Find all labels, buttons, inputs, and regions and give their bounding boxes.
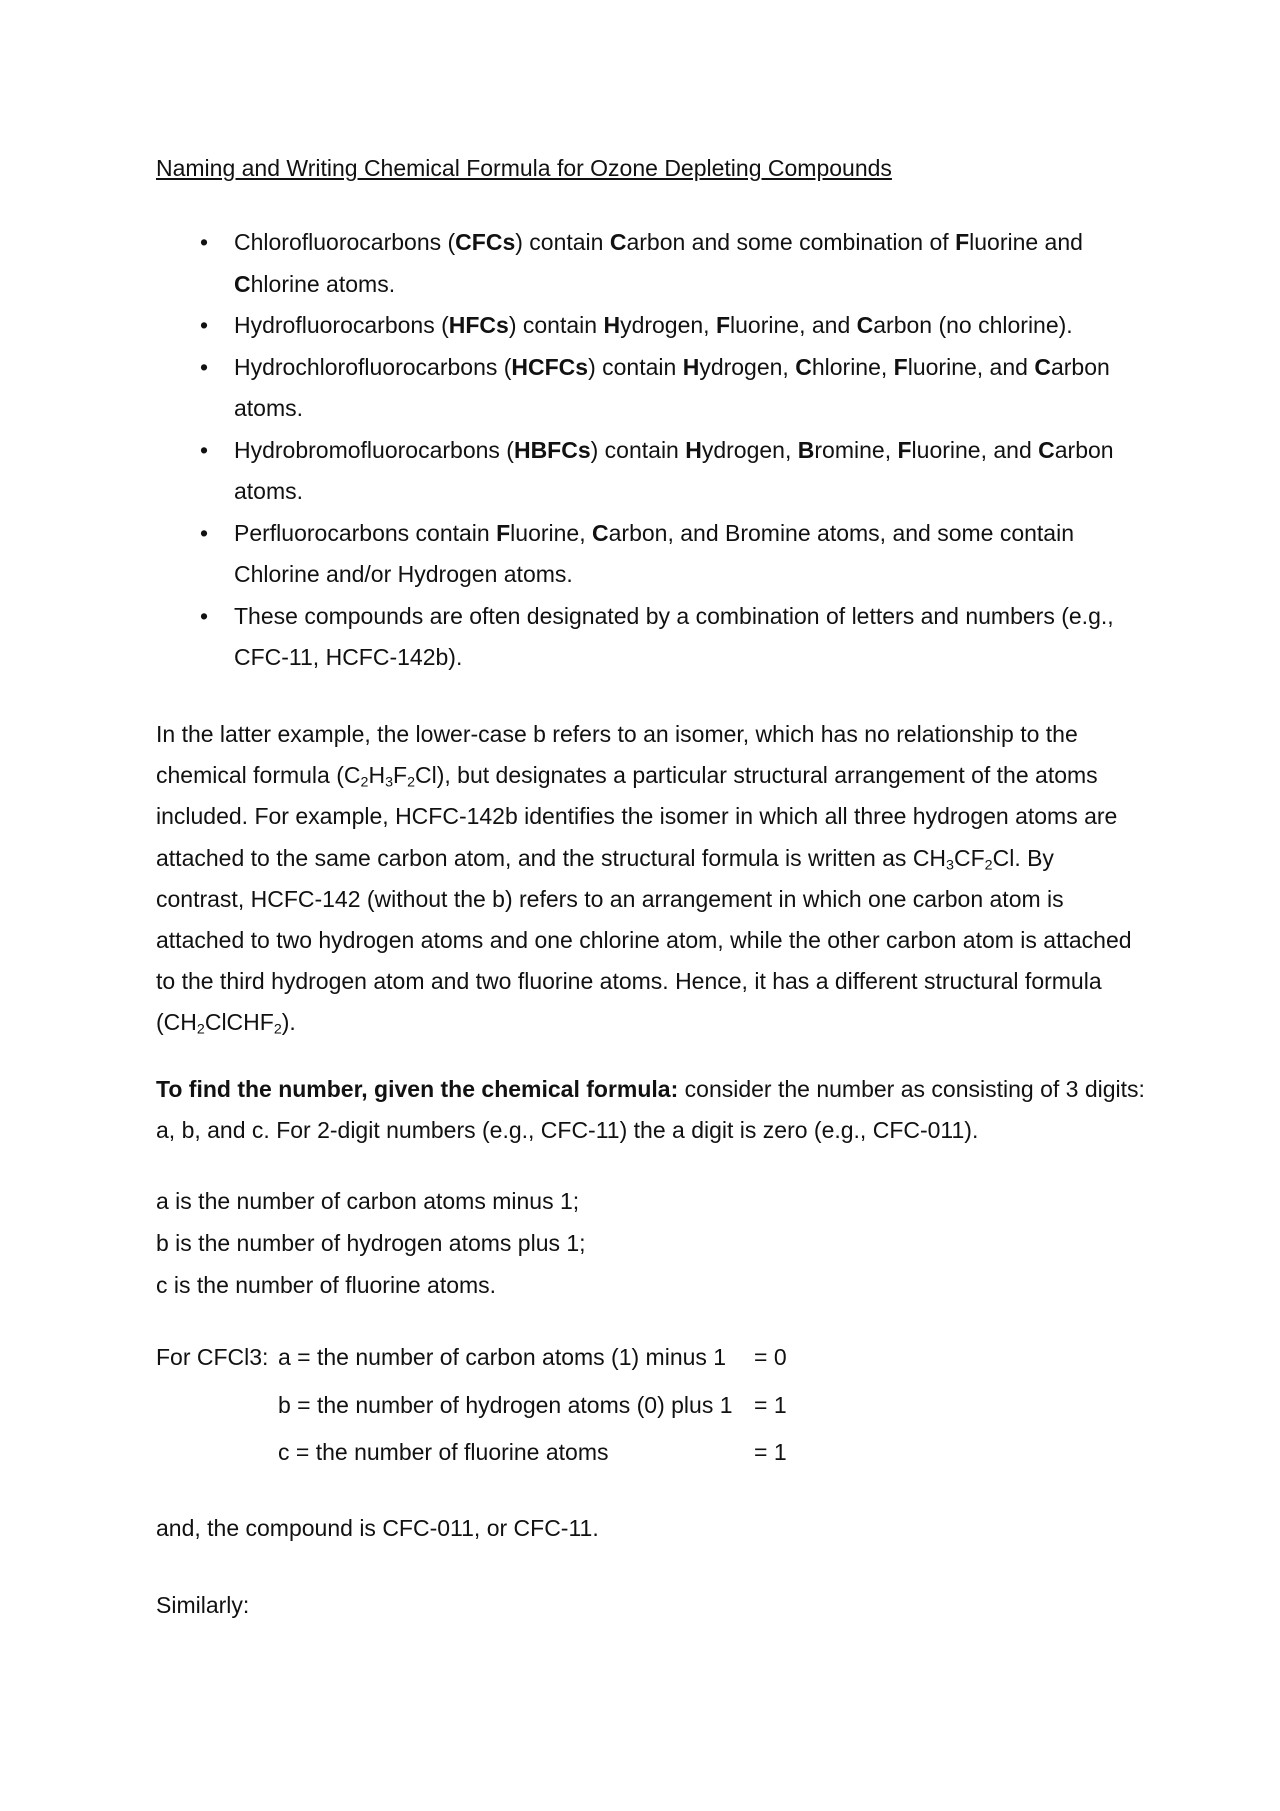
bullet-icon: •	[200, 436, 209, 463]
example-result-a: = 0	[754, 1344, 787, 1370]
example-row-b: b = the number of hydrogen atoms (0) plus 1	[278, 1392, 733, 1418]
bullet-icon: •	[200, 602, 209, 629]
rule-c: c is the number of fluorine atoms.	[156, 1272, 497, 1298]
compound-class-list	[156, 222, 1146, 679]
bullet-item: • Hydrofluorocarbons (HFCs) contain Hydrogen, Fluorine, and Carbon (no chlorine).	[156, 305, 1146, 347]
bullet-item: • Hydrochlorofluorocarbons (HCFCs) contain Hydrogen, Chlorine, Fluorine, and Carbon atoms.	[156, 347, 1146, 430]
example-result-c: = 1	[754, 1439, 787, 1465]
bullet-item: • These compounds are often designated by a combination of letters and numbers (e.g., CFC-11, HCFC-142b).	[156, 596, 1146, 679]
bullet-item: • Chlorofluorocarbons (CFCs) contain Carbon and some combination of Fluorine and Chlorine atoms.	[156, 222, 1146, 305]
example-row-a: a = the number of carbon atoms (1) minus 1	[278, 1344, 727, 1370]
bullet-icon: •	[200, 519, 209, 546]
example-label: For CFCl3:	[156, 1344, 269, 1370]
find-number-text: consider the number as consisting of 3 digits: a, b, and c. For 2-digit numbers (e.g., CFC-11) the a digit is zero (e.g., CFC-011).	[156, 1076, 1145, 1144]
rule-a: a is the number of carbon atoms minus 1;	[156, 1188, 580, 1214]
conclusion: and, the compound is CFC-011, or CFC-11.	[156, 1515, 599, 1541]
bullet-item: • Hydrobromofluorocarbons (HBFCs) contain Hydrogen, Bromine, Fluorine, and Carbon atoms.	[156, 430, 1146, 513]
rule-b: b is the number of hydrogen atoms plus 1;	[156, 1230, 586, 1256]
find-number-lead: To find the number, given the chemical formula:	[156, 1076, 679, 1102]
bullet-item: • Perfluorocarbons contain Fluorine, Carbon, and Bromine atoms, and some contain Chlorine and/or Hydrogen atoms.	[156, 513, 1146, 596]
bullet-icon: •	[200, 353, 209, 380]
bullet-icon: •	[200, 229, 209, 255]
example-result-b: = 1	[754, 1392, 787, 1418]
page-title: Naming and Writing Chemical Formula for Ozone Depleting Compounds	[156, 155, 892, 181]
similarly-label: Similarly:	[156, 1592, 250, 1618]
example-row-c: c = the number of fluorine atoms	[278, 1439, 609, 1465]
isomer-paragraph: In the latter example, the lower-case b refers to an isomer, which has no relationship to the chemical formula $(C_2H_3F_2Cl)$, but designates a particular structural arrangement of the atoms included. For example, HCFC-142b identifies the isomer in which all three hydrogen atoms are attached to the same carbon atom, and the structural formula is written as $CH_3CF_2Cl$. By contrast, HCFC-142 (without the b) refers to an arrangement in which one carbon atom is attached to two hydrogen atoms and one chlorine atom, while the other carbon atom is attached to the third hydrogen atom and two fluorine atoms. Hence, it has a different structural formula $(CH_2ClCHF_2)$.	[156, 721, 1132, 1038]
find-number-paragraph	[156, 1069, 1146, 1151]
bullet-icon: •	[200, 312, 209, 338]
